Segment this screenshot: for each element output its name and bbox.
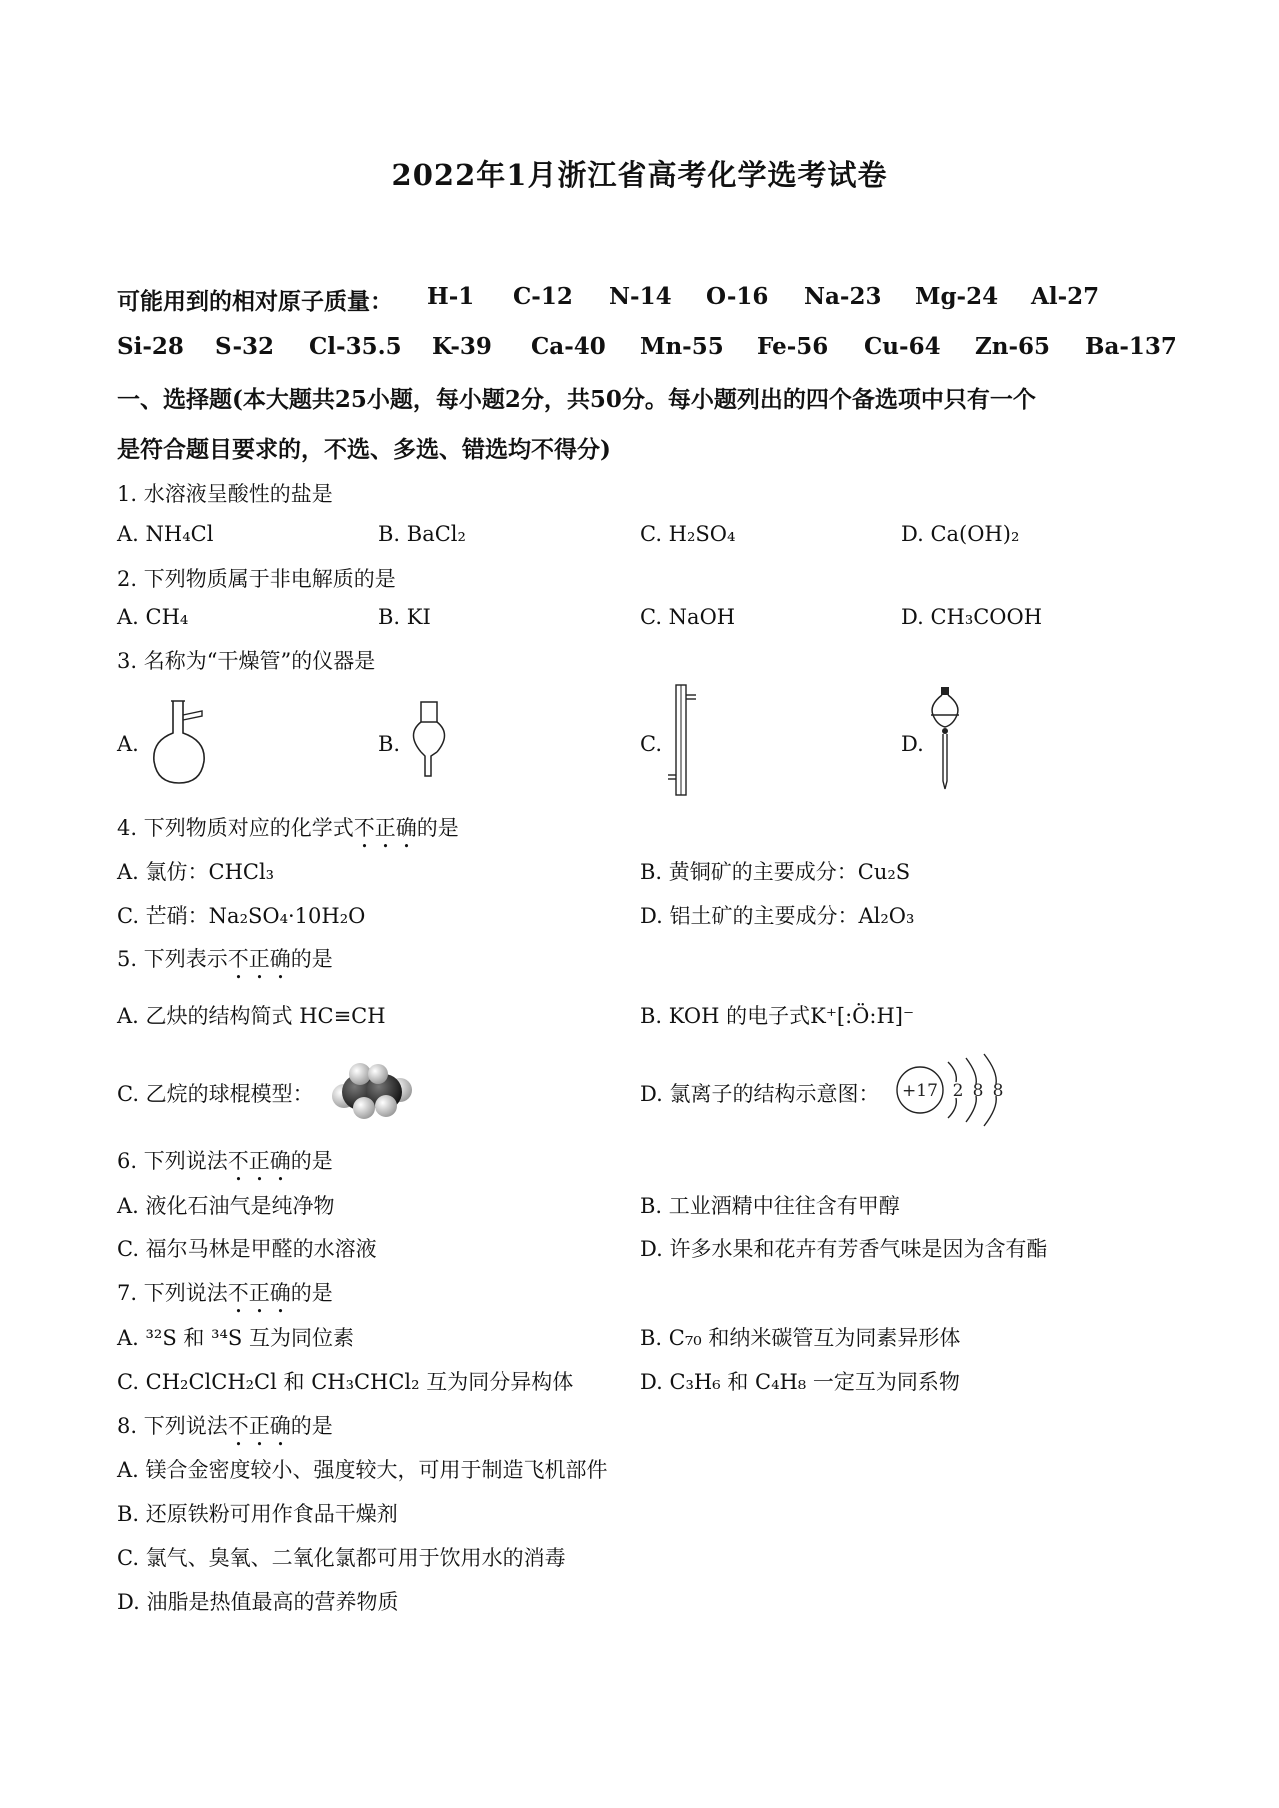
option-a: A. 乙炔的结构简式 HC≡CH bbox=[117, 1004, 386, 1028]
question-6 bbox=[117, 1145, 333, 1186]
dropping-funnel-icon bbox=[925, 685, 965, 795]
round-bottom-flask-icon bbox=[148, 697, 218, 787]
question-stem-pre: 下列表示 bbox=[143, 947, 228, 971]
question-7 bbox=[117, 1277, 333, 1318]
option-a: A. bbox=[117, 732, 139, 756]
nucleus-charge: +17 bbox=[902, 1081, 938, 1101]
question-stem-post: 的是 bbox=[416, 816, 459, 840]
question-2 bbox=[117, 563, 396, 593]
atomic-mass-item: Fe-56 bbox=[757, 333, 829, 360]
electron-formula: K⁺[:Ö:H]⁻ bbox=[810, 1004, 915, 1028]
question-number: 4. bbox=[117, 816, 138, 840]
option-c: C. 芒硝：Na₂SO₄·10H₂O bbox=[117, 904, 366, 928]
shell-count: 8 bbox=[972, 1081, 984, 1101]
option-d: D. 许多水果和花卉有芳香气味是因为含有酯 bbox=[640, 1237, 1048, 1261]
chloride-ion-diagram bbox=[890, 1050, 1010, 1130]
question-number: 3. bbox=[117, 649, 138, 673]
atomic-mass-item: O-16 bbox=[706, 283, 769, 310]
question-number: 6. bbox=[117, 1149, 138, 1173]
option-d: D. 铝土矿的主要成分：Al₂O₃ bbox=[640, 904, 915, 928]
option-a: A. CH₄ bbox=[117, 605, 189, 629]
option-d: D. 油脂是热值最高的营养物质 bbox=[117, 1590, 399, 1614]
question-number: 8. bbox=[117, 1414, 138, 1438]
option-c: C. bbox=[640, 732, 662, 756]
atomic-mass-item: Al-27 bbox=[1031, 283, 1100, 310]
atomic-mass-item: N-14 bbox=[609, 283, 672, 310]
question-stem-emphasis: 不正确 bbox=[227, 1414, 291, 1438]
question-5 bbox=[117, 943, 333, 984]
shell-count: 8 bbox=[992, 1081, 1004, 1101]
section-heading-line1: 一、选择题(本大题共25小题，每小题2分，共50分。每小题列出的四个备选项中只有一个 bbox=[117, 386, 1036, 413]
atomic-mass-item: Mg-24 bbox=[915, 283, 999, 310]
question-stem-post: 的是 bbox=[290, 1149, 333, 1173]
option-d: D. CH₃COOH bbox=[901, 605, 1043, 629]
option-c: C. NaOH bbox=[640, 605, 736, 629]
atomic-mass-item: Mn-55 bbox=[640, 333, 724, 360]
section-heading-line2: 是符合题目要求的，不选、多选、错选均不得分) bbox=[117, 436, 611, 463]
atomic-mass-item: Cl-35.5 bbox=[309, 333, 402, 360]
question-stem-pre: 下列物质对应的化学式 bbox=[143, 816, 354, 840]
question-3 bbox=[117, 645, 375, 675]
question-stem-pre: 下列说法 bbox=[143, 1149, 228, 1173]
question-number: 7. bbox=[117, 1281, 138, 1305]
atomic-mass-item: Cu-64 bbox=[864, 333, 941, 360]
ethane-model-icon bbox=[330, 1060, 414, 1122]
condenser-icon bbox=[662, 683, 702, 798]
option-a: A. 氯仿：CHCl₃ bbox=[117, 860, 275, 884]
option-b: B. 工业酒精中往往含有甲醇 bbox=[640, 1194, 900, 1218]
option-b-text: B. KOH 的电子式 bbox=[640, 1004, 811, 1028]
option-b bbox=[640, 1000, 914, 1030]
question-stem-post: 的是 bbox=[290, 1281, 333, 1305]
atomic-mass-item: Ca-40 bbox=[531, 333, 606, 360]
option-b: B. bbox=[378, 732, 401, 756]
question-number: 2. bbox=[117, 567, 138, 591]
option-d: D. bbox=[901, 732, 924, 756]
atomic-mass-item: Na-23 bbox=[804, 283, 882, 310]
question-stem-pre: 下列说法 bbox=[143, 1281, 228, 1305]
page-title: 2022年1月浙江省高考化学选考试卷 bbox=[391, 158, 888, 192]
atomic-mass-item: Zn-65 bbox=[975, 333, 1051, 360]
option-a: A. 镁合金密度较小、强度较大，可用于制造飞机部件 bbox=[117, 1458, 608, 1482]
option-c: C. 福尔马林是甲醛的水溶液 bbox=[117, 1237, 377, 1261]
question-stem-post: 的是 bbox=[290, 1414, 333, 1438]
atomic-mass-item: S-32 bbox=[215, 333, 275, 360]
option-d: D. Ca(OH)₂ bbox=[901, 522, 1020, 546]
atomic-mass-item: K-39 bbox=[432, 333, 492, 360]
question-number: 1. bbox=[117, 482, 138, 506]
atomic-mass-label: 可能用到的相对原子质量： bbox=[117, 288, 393, 315]
option-b: B. C₇₀ 和纳米碳管互为同素异形体 bbox=[640, 1326, 961, 1350]
question-stem-emphasis: 不正确 bbox=[227, 947, 291, 971]
option-c: C. CH₂ClCH₂Cl 和 CH₃CHCl₂ 互为同分异构体 bbox=[117, 1370, 574, 1394]
option-d: D. 氯离子的结构示意图： bbox=[640, 1082, 880, 1106]
question-stem-emphasis: 不正确 bbox=[227, 1149, 291, 1173]
question-stem: 水溶液呈酸性的盐是 bbox=[143, 482, 333, 506]
option-a: A. ³²S 和 ³⁴S 互为同位素 bbox=[117, 1326, 354, 1350]
atomic-mass-item: Ba-137 bbox=[1085, 333, 1177, 360]
option-b: B. 黄铜矿的主要成分：Cu₂S bbox=[640, 860, 911, 884]
option-a: A. 液化石油气是纯净物 bbox=[117, 1194, 335, 1218]
question-8 bbox=[117, 1410, 333, 1451]
question-stem-post: 的是 bbox=[290, 947, 333, 971]
option-d: D. C₃H₆ 和 C₄H₈ 一定互为同系物 bbox=[640, 1370, 960, 1394]
option-b: B. BaCl₂ bbox=[378, 522, 466, 546]
question-stem: 名称为“干燥管”的仪器是 bbox=[143, 649, 376, 673]
question-stem-emphasis: 不正确 bbox=[227, 1281, 291, 1305]
bulb-tube-icon bbox=[404, 700, 454, 780]
atomic-mass-item: H-1 bbox=[427, 283, 475, 310]
option-c: C. 氯气、臭氧、二氧化氯都可用于饮用水的消毒 bbox=[117, 1546, 566, 1570]
question-number: 5. bbox=[117, 947, 138, 971]
option-b: B. 还原铁粉可用作食品干燥剂 bbox=[117, 1502, 398, 1526]
question-stem-pre: 下列说法 bbox=[143, 1414, 228, 1438]
question-4 bbox=[117, 812, 459, 853]
option-b: B. KI bbox=[378, 605, 431, 629]
option-c: C. 乙烷的球棍模型： bbox=[117, 1082, 314, 1106]
option-c: C. H₂SO₄ bbox=[640, 522, 736, 546]
atomic-mass-item: C-12 bbox=[513, 283, 573, 310]
question-1 bbox=[117, 478, 333, 508]
option-a: A. NH₄Cl bbox=[117, 522, 214, 546]
atomic-mass-item: Si-28 bbox=[117, 333, 184, 360]
question-stem: 下列物质属于非电解质的是 bbox=[143, 567, 396, 591]
shell-count: 2 bbox=[952, 1081, 964, 1101]
question-stem-emphasis: 不正确 bbox=[353, 816, 417, 840]
